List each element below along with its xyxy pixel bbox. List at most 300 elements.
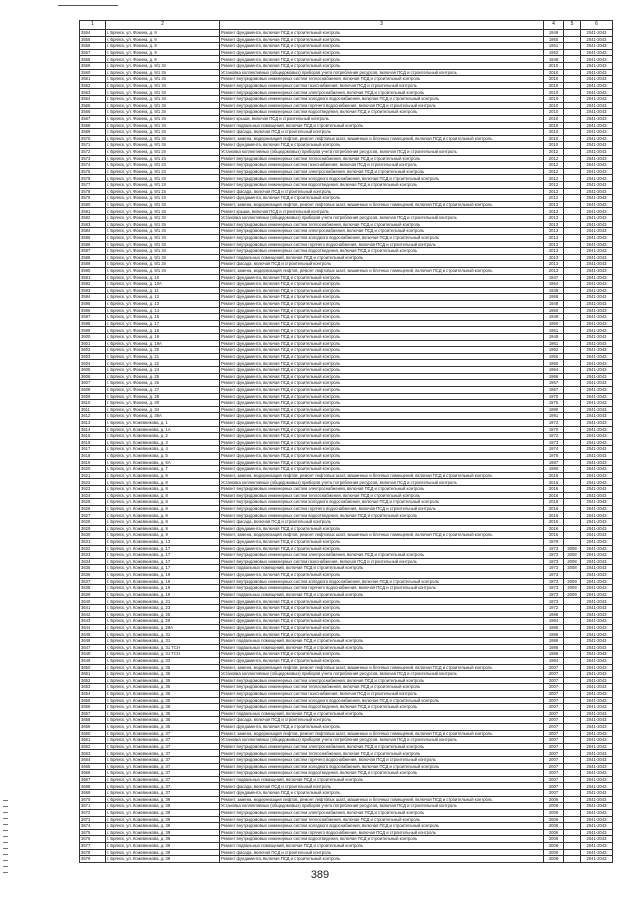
table-cell: Ремонт фундамента, включая ПСД и строительный контроль <box>220 400 544 407</box>
table-cell: 2041-2043 <box>581 499 613 506</box>
table-cell: 2041-2043 <box>581 459 613 466</box>
table-row <box>80 823 613 830</box>
table-cell: Ремонт фундамента, включая ПСД и строительный контроль <box>220 56 544 63</box>
table-cell: 1973 <box>544 578 564 585</box>
table-cell: г. Брянск, ул. Фокина, д. 9 <box>106 30 220 37</box>
table-cell: 3559 <box>80 63 106 70</box>
table-cell <box>564 241 581 248</box>
table-cell: 3640 <box>80 598 106 605</box>
table-cell: г. Брянск, ул. Кожевникова, д. 21 <box>106 598 220 605</box>
table-cell: Ремонт внутридомовых инженерных систем газоснабжения, включая ПСД и строительный контроль <box>220 82 544 89</box>
table-cell <box>564 836 581 843</box>
table-cell: 2006 <box>544 842 564 849</box>
table-cell: Ремонт, замена, модернизация лифтов, ремонт лифтовых шахт, машинных и блочных помещений, включая ПСД и строительный контроль <box>220 796 544 803</box>
table-cell: 3589 <box>80 261 106 268</box>
table-cell: Ремонт, замена, модернизация лифтов, ремонт лифтовых шахт, машинных и блочных помещений, включая ПСД и строительный контроль <box>220 135 544 142</box>
top-rule <box>58 5 118 6</box>
table-cell: 2041-2043 <box>581 671 613 678</box>
table-cell: г. Брянск, ул. Фокина, д. 9 <box>106 43 220 50</box>
table-cell: Ремонт фундамента, включая ПСД и строительный контроль <box>220 334 544 341</box>
table-row <box>80 598 613 605</box>
table-cell: 2041-2043 <box>581 505 613 512</box>
table-cell <box>564 413 581 420</box>
table-cell: 3566 <box>80 109 106 116</box>
table-cell: 2041-2043 <box>581 664 613 671</box>
table-cell <box>564 267 581 274</box>
table-cell <box>564 439 581 446</box>
table-cell <box>564 287 581 294</box>
table-row <box>80 790 613 797</box>
table-cell: 3678 <box>80 849 106 856</box>
table-cell: 2041-2043 <box>581 254 613 261</box>
table-cell: Ремонт фасада, включая ПСД и строительный контроль <box>220 188 544 195</box>
table-header-row <box>80 21 613 30</box>
table-cell: 3667 <box>80 776 106 783</box>
table-cell: 2041-2043 <box>581 36 613 43</box>
table-cell <box>564 723 581 730</box>
table-row <box>80 605 613 612</box>
table-cell <box>564 743 581 750</box>
table-cell: 2041-2043 <box>581 327 613 334</box>
table-cell: г. Брянск, ул. Кожевникова, д. 35 <box>106 664 220 671</box>
table-cell: 3645 <box>80 631 106 638</box>
table-cell: 3647 <box>80 644 106 651</box>
table-cell: 2041-2043 <box>581 552 613 559</box>
table-cell: 3601 <box>80 340 106 347</box>
table-cell <box>564 690 581 697</box>
table-cell: 3554 <box>80 30 106 37</box>
table-row <box>80 261 613 268</box>
table-cell: 2010 <box>544 109 564 116</box>
table-cell: Ремонт фундамента, включая ПСД и строительный контроль <box>220 446 544 453</box>
table-cell: г. Брянск, ул. Кожевникова, д. 39 <box>106 796 220 803</box>
table-cell: 2041-2043 <box>581 578 613 585</box>
table-cell: г. Брянск, ул. Кожевникова, д. 31 <box>106 631 220 638</box>
table-cell: Ремонт подвальных помещений, включая ПСД и строительный контроль <box>220 842 544 849</box>
table-cell: 1976 <box>544 453 564 460</box>
table-cell <box>564 426 581 433</box>
table-row <box>80 690 613 697</box>
table-cell <box>564 770 581 777</box>
table-cell: 2006 <box>544 816 564 823</box>
table-cell: 2012 <box>544 162 564 169</box>
table-cell: 2007 <box>544 697 564 704</box>
table-cell: г. Брянск, ул. Кожевникова, д. 5 <box>106 453 220 460</box>
table-cell: 3651 <box>80 671 106 678</box>
table-cell: г. Брянск, ул. Фокина, д. 17 <box>106 320 220 327</box>
table-cell <box>564 479 581 486</box>
table-cell: 2041-2043 <box>581 201 613 208</box>
table-row <box>80 56 613 63</box>
table-cell: Ремонт фасада, включая ПСД и строительный контроль <box>220 783 544 790</box>
table-cell: 2016 <box>544 486 564 493</box>
table-cell <box>564 155 581 162</box>
table-row <box>80 36 613 43</box>
table-cell: Ремонт фундамента, включая ПСД и строительный контроль <box>220 598 544 605</box>
table-cell: г. Брянск, ул. Кожевникова, д. 19 <box>106 571 220 578</box>
table-row <box>80 571 613 578</box>
table-cell: Ремонт фундамента, включая ПСД и строительный контроль <box>220 453 544 460</box>
table-cell: 2041-2043 <box>581 631 613 638</box>
table-cell: 2010 <box>544 142 564 149</box>
table-cell: 3612 <box>80 413 106 420</box>
table-cell: г. Брянск, ул. Кожевникова, д. 33 <box>106 657 220 664</box>
table-cell: 2041-2043 <box>581 102 613 109</box>
table-cell: Ремонт внутридомовых инженерных систем электроснабжения, включая ПСД и строительный контроль <box>220 677 544 684</box>
table-cell: 2041-2043 <box>581 413 613 420</box>
table-cell: г. Брянск, ул. Фокина, д. 9/1 3п <box>106 228 220 235</box>
table-cell: г. Брянск, ул. Фокина, д. 9/1 2п <box>106 162 220 169</box>
table-cell: 2041-2043 <box>581 842 613 849</box>
table-cell: Ремонт внутридомовых инженерных систем водоотведения, включая ПСД и строительный контроль <box>220 248 544 255</box>
table-cell <box>564 644 581 651</box>
table-row <box>80 770 613 777</box>
table-cell: 1973 <box>544 571 564 578</box>
table-cell: 1967 <box>544 380 564 387</box>
table-cell: 3621 <box>80 472 106 479</box>
table-cell: 3662 <box>80 743 106 750</box>
table-cell: Ремонт фундамента, включая ПСД и строительный контроль <box>220 36 544 43</box>
table-cell: 2006 <box>544 856 564 863</box>
table-cell: 2041-2043 <box>581 307 613 314</box>
table-cell: г. Брянск, ул. Кожевникова, д. 19 <box>106 591 220 598</box>
table-cell: 2006 <box>544 849 564 856</box>
table-cell: 3587 <box>80 248 106 255</box>
table-cell: Установка коллективных (общедомовых) приборов учета потребления ресурсов, включая ПСД и строительный контроль <box>220 737 544 744</box>
table-row <box>80 783 613 790</box>
table-cell: 2041-2043 <box>581 248 613 255</box>
table-cell: 3576 <box>80 175 106 182</box>
table-cell: 3655 <box>80 697 106 704</box>
table-cell: 2012 <box>544 175 564 182</box>
table-cell: 2010 <box>544 76 564 83</box>
table-cell: 1958 <box>544 294 564 301</box>
table-cell: г. Брянск, ул. Кожевникова, д. 35 <box>106 671 220 678</box>
table-cell: г. Брянск, ул. Фокина, д. 9/1 2п <box>106 175 220 182</box>
table-cell: г. Брянск, ул. Фокина, д. 9/1 3п <box>106 129 220 136</box>
table-row <box>80 406 613 413</box>
table-cell: 2041-2043 <box>581 466 613 473</box>
table-cell: 1973 <box>544 552 564 559</box>
table-cell: г. Брянск, ул. Кожевникова, д. 37 <box>106 763 220 770</box>
table-cell <box>564 466 581 473</box>
table-row <box>80 360 613 367</box>
table-cell <box>564 347 581 354</box>
table-cell <box>564 96 581 103</box>
table-row <box>80 162 613 169</box>
table-cell: 3677 <box>80 842 106 849</box>
table-cell <box>564 188 581 195</box>
table-cell: Ремонт фундамента, включая ПСД и строительный контроль <box>220 49 544 56</box>
table-cell <box>564 109 581 116</box>
table-cell: 3619 <box>80 459 106 466</box>
table-cell <box>564 842 581 849</box>
table-cell: 2041-2043 <box>581 373 613 380</box>
table-cell: 2041-2043 <box>581 492 613 499</box>
table-cell: Ремонт внутридомовых инженерных систем холодного водоснабжения, включая ПСД и строительный контроль <box>220 175 544 182</box>
table-cell: 1952 <box>544 49 564 56</box>
table-cell: 1973 <box>544 591 564 598</box>
table-cell: 2041-2043 <box>581 406 613 413</box>
table-row <box>80 340 613 347</box>
table-cell: г. Брянск, ул. Фокина, д. 10А <box>106 281 220 288</box>
table-cell <box>564 849 581 856</box>
table-cell: 3597 <box>80 314 106 321</box>
table-cell: 2041-2043 <box>581 730 613 737</box>
table-cell <box>564 320 581 327</box>
table-row <box>80 591 613 598</box>
table-cell: Ремонт внутридомовых инженерных систем электроснабжения, включая ПСД и строительный контроль <box>220 89 544 96</box>
table-cell: г. Брянск, ул. Фокина, д. 9/1 3п <box>106 241 220 248</box>
table-cell: 3632 <box>80 545 106 552</box>
table-cell: 2010 <box>544 63 564 70</box>
table-cell <box>564 512 581 519</box>
table-cell: г. Брянск, ул. Кожевникова, д. 37 <box>106 737 220 744</box>
table-cell <box>564 598 581 605</box>
table-cell: 3623 <box>80 486 106 493</box>
table-cell: Ремонт фундамента, включая ПСД и строительный контроль <box>220 386 544 393</box>
table-cell <box>564 433 581 440</box>
table-row <box>80 122 613 129</box>
table-cell: 2041-2043 <box>581 657 613 664</box>
table-cell: 2007 <box>544 763 564 770</box>
table-cell: г. Брянск, ул. Фокина, д. 9/1 3п <box>106 63 220 70</box>
table-row <box>80 525 613 532</box>
table-cell: Ремонт фундамента, включая ПСД и строительный контроль <box>220 419 544 426</box>
table-cell: г. Брянск, ул. Кожевникова, д. 8 <box>106 486 220 493</box>
table-row <box>80 505 613 512</box>
table-cell: 3648 <box>80 651 106 658</box>
table-cell: Установка коллективных (общедомовых) приборов учета потребления ресурсов, включая ПСД и строительный контроль <box>220 148 544 155</box>
table-cell: 1964 <box>544 367 564 374</box>
header-cell: 2 <box>106 21 220 30</box>
table-body <box>80 30 613 863</box>
table-cell: Ремонт фасада, включая ПСД и строительный контроль <box>220 717 544 724</box>
table-cell: 3624 <box>80 492 106 499</box>
table-cell: 3679 <box>80 856 106 863</box>
table-cell: 3571 <box>80 142 106 149</box>
table-row <box>80 413 613 420</box>
table-cell <box>564 129 581 136</box>
table-cell: 3585 <box>80 234 106 241</box>
table-cell: 2041-2043 <box>581 770 613 777</box>
table-cell <box>564 142 581 149</box>
table-cell: г. Брянск, ул. Фокина, д. 10 <box>106 274 220 281</box>
table-cell <box>564 624 581 631</box>
table-cell: г. Брянск, ул. Кожевникова, д. 7 <box>106 466 220 473</box>
table-cell: 2006 <box>544 803 564 810</box>
table-cell: 2041-2043 <box>581 96 613 103</box>
table-cell: г. Брянск, ул. Фокина, д. 24 <box>106 367 220 374</box>
table-row <box>80 499 613 506</box>
table-cell <box>564 300 581 307</box>
table-cell: 3572 <box>80 148 106 155</box>
table-cell: 3620 <box>80 466 106 473</box>
table-row <box>80 836 613 843</box>
table-cell: г. Брянск, ул. Кожевникова, д. 35 <box>106 684 220 691</box>
table-row <box>80 248 613 255</box>
table-cell: Ремонт фундамента, включая ПСД и строительный контроль <box>220 651 544 658</box>
table-cell <box>564 254 581 261</box>
table-cell: 2041-2043 <box>581 512 613 519</box>
table-row <box>80 446 613 453</box>
table-cell: 2041-2043 <box>581 605 613 612</box>
table-cell: 3600 <box>80 334 106 341</box>
table-cell: г. Брянск, ул. Кожевникова, д. 35 <box>106 677 220 684</box>
table-cell: 3638 <box>80 585 106 592</box>
table-cell: 2007 <box>544 770 564 777</box>
table-cell <box>564 373 581 380</box>
table-cell <box>564 618 581 625</box>
table-cell <box>564 605 581 612</box>
table-cell: 2041-2043 <box>581 360 613 367</box>
table-cell: 2041-2043 <box>581 155 613 162</box>
table-cell: г. Брянск, ул. Кожевникова, д. 39 <box>106 803 220 810</box>
table-cell: Ремонт внутридомовых инженерных систем горячего водоснабжения, включая ПСД и строительный контроль <box>220 585 544 592</box>
header-cell: 1 <box>80 21 106 30</box>
table-cell: Ремонт фасада, включая ПСД и строительный контроль <box>220 261 544 268</box>
table-cell: г. Брянск, ул. Кожевникова, д. 4 <box>106 446 220 453</box>
table-cell: Ремонт внутридомовых инженерных систем горячего водоснабжения, включая ПСД и строительный контроль <box>220 757 544 764</box>
table-cell: г. Брянск, ул. Кожевникова, д. 17 <box>106 565 220 572</box>
table-cell: Ремонт внутридомовых инженерных систем горячего водоснабжения, включая ПСД и строительный контроль <box>220 102 544 109</box>
table-cell: 1950 <box>544 307 564 314</box>
table-cell <box>564 380 581 387</box>
table-cell: 1961 <box>544 340 564 347</box>
table-cell: Ремонт крыши, включая ПСД и строительный контроль <box>220 208 544 215</box>
table-cell: г. Брянск, ул. Фокина, д. 9/1 2п <box>106 148 220 155</box>
table-cell: 3592 <box>80 281 106 288</box>
table-cell: г. Брянск, ул. Фокина, д. 26 <box>106 380 220 387</box>
table-cell: 2041-2043 <box>581 63 613 70</box>
table-cell: 1951 <box>544 43 564 50</box>
table-cell: 1948 <box>544 287 564 294</box>
table-row <box>80 829 613 836</box>
table-row <box>80 168 613 175</box>
table-cell: 3581 <box>80 208 106 215</box>
table-cell: 1973 <box>544 545 564 552</box>
table-cell: 1970 <box>544 426 564 433</box>
table-cell: 2041-2043 <box>581 142 613 149</box>
table-cell: 2007 <box>544 790 564 797</box>
table-cell: 1980 <box>544 406 564 413</box>
table-cell: Ремонт внутридомовых инженерных систем водоотведения, включая ПСД и строительный контроль <box>220 512 544 519</box>
table-cell: 2041-2043 <box>581 234 613 241</box>
table-cell: 2041-2043 <box>581 400 613 407</box>
table-cell <box>564 657 581 664</box>
table-cell: 1948 <box>544 300 564 307</box>
table-cell: г. Брянск, ул. Кожевникова, д. 37 <box>106 783 220 790</box>
table-cell: 2041-2043 <box>581 195 613 202</box>
table-row <box>80 353 613 360</box>
table-cell: Ремонт внутридомовых инженерных систем теплоснабжения, включая ПСД и строительный контроль <box>220 492 544 499</box>
table-cell: 2041-2043 <box>581 261 613 268</box>
table-cell: 2007 <box>544 684 564 691</box>
table-cell: 2041-2043 <box>581 591 613 598</box>
table-cell: 2041-2043 <box>581 109 613 116</box>
table-cell <box>564 631 581 638</box>
table-row <box>80 228 613 235</box>
table-cell: 1966 <box>544 373 564 380</box>
table-row <box>80 281 613 288</box>
table-cell: Ремонт, замена, модернизация лифтов, ремонт лифтовых шахт, машинных и блочных помещений, включая ПСД и строительный контроль <box>220 730 544 737</box>
table-row <box>80 585 613 592</box>
table-row <box>80 492 613 499</box>
table-cell: 2008 <box>564 545 581 552</box>
table-cell: 3611 <box>80 406 106 413</box>
table-cell: 3671 <box>80 803 106 810</box>
table-cell: Ремонт подвальных помещений, включая ПСД и строительный контроль <box>220 638 544 645</box>
table-cell: г. Брянск, ул. Фокина, д. 9/1 3п <box>106 76 220 83</box>
table-row <box>80 671 613 678</box>
table-cell: 3635 <box>80 565 106 572</box>
table-cell: 2041-2043 <box>581 148 613 155</box>
table-row <box>80 49 613 56</box>
table-cell <box>564 538 581 545</box>
table-cell <box>564 757 581 764</box>
table-cell: г. Брянск, ул. Фокина, д. 9 <box>106 56 220 63</box>
table-cell: 2041-2043 <box>581 175 613 182</box>
table-cell <box>564 829 581 836</box>
table-cell: 2041-2043 <box>581 188 613 195</box>
table-cell: 3573 <box>80 155 106 162</box>
table-cell: Ремонт подвальных помещений, включая ПСД и строительный контроль <box>220 122 544 129</box>
table-row <box>80 717 613 724</box>
table-cell: 3615 <box>80 433 106 440</box>
table-cell: 3556 <box>80 43 106 50</box>
table-cell: Установка коллективных (общедомовых) приборов учета потребления ресурсов, включая ПСД и строительный контроль <box>220 671 544 678</box>
table-cell: 3606 <box>80 373 106 380</box>
table-cell: 3657 <box>80 710 106 717</box>
table-cell: 3575 <box>80 168 106 175</box>
table-row <box>80 43 613 50</box>
table-cell: Ремонт фундамента, включая ПСД и строительный контроль <box>220 30 544 37</box>
table-cell: г. Брянск, ул. Кожевникова, д. 3 <box>106 439 220 446</box>
table-cell: Ремонт внутридомовых инженерных систем водоотведения, включая ПСД и строительный контроль <box>220 182 544 189</box>
table-cell: 3634 <box>80 558 106 565</box>
table-cell: 3675 <box>80 829 106 836</box>
table-cell: 2009 <box>564 578 581 585</box>
table-cell: 3646 <box>80 638 106 645</box>
table-row <box>80 803 613 810</box>
table-cell: Ремонт фундамента, включая ПСД и строительный контроль <box>220 340 544 347</box>
table-cell: г. Брянск, ул. Кожевникова, д. 8 <box>106 505 220 512</box>
table-cell: г. Брянск, ул. Фокина, д. 13 <box>106 300 220 307</box>
table-cell: г. Брянск, ул. Кожевникова, д. 8 <box>106 479 220 486</box>
table-row <box>80 552 613 559</box>
table-cell: 2041-2043 <box>581 803 613 810</box>
table-cell: 2041-2043 <box>581 334 613 341</box>
table-cell: г. Брянск, ул. Кожевникова, д. 37 <box>106 750 220 757</box>
table-cell: г. Брянск, ул. Кожевникова, д. 39 <box>106 856 220 863</box>
table-row <box>80 776 613 783</box>
table-cell: 3580 <box>80 201 106 208</box>
table-cell: 2007 <box>544 750 564 757</box>
table-row <box>80 631 613 638</box>
table-cell: 3616 <box>80 439 106 446</box>
table-cell <box>564 228 581 235</box>
table-cell: Ремонт внутридомовых инженерных систем холодного водоснабжения, включая ПСД и строительный контроль <box>220 763 544 770</box>
table-cell: 3595 <box>80 300 106 307</box>
table-cell: 1954 <box>544 281 564 288</box>
table-row <box>80 433 613 440</box>
table-cell: 3574 <box>80 162 106 169</box>
table-cell: г. Брянск, ул. Кожевникова, д. 29 <box>106 618 220 625</box>
table-cell: г. Брянск, ул. Фокина, д. 9/1 3п <box>106 261 220 268</box>
table-cell <box>564 790 581 797</box>
table-cell: г. Брянск, ул. Кожевникова, д. 37 <box>106 743 220 750</box>
table-cell: 2041-2043 <box>581 816 613 823</box>
